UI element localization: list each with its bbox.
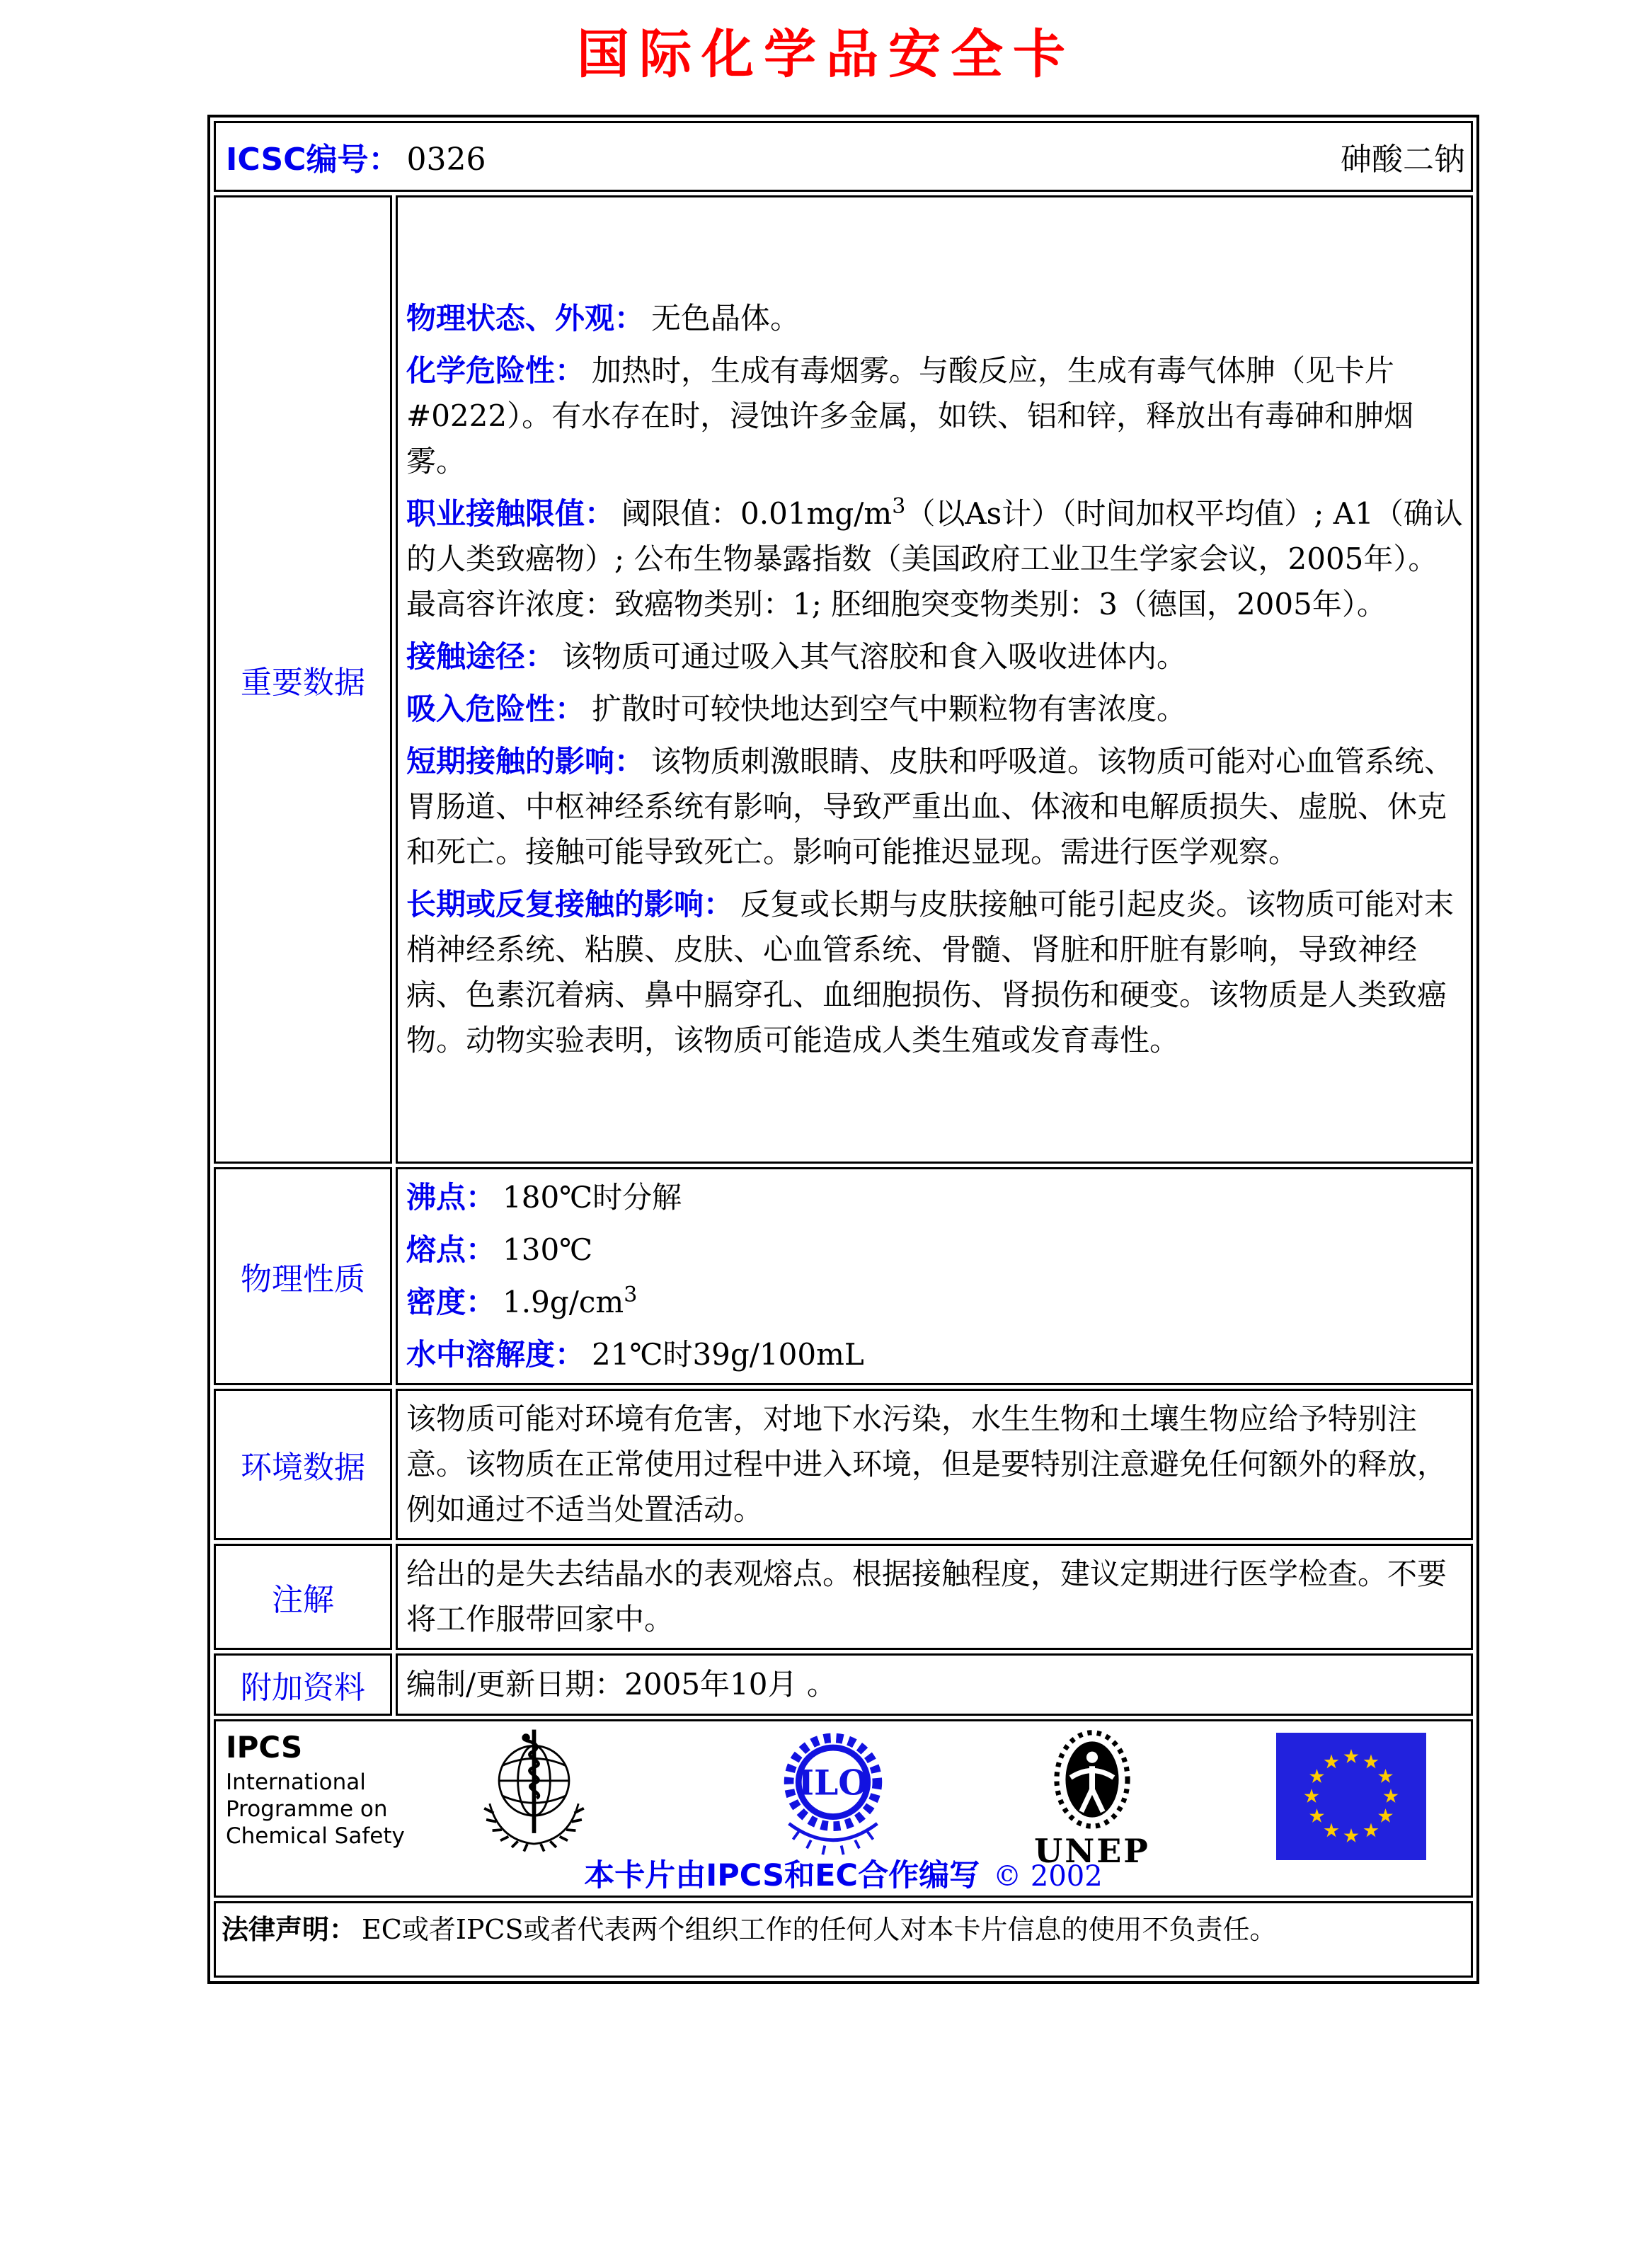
paragraph [406, 687, 1467, 732]
credit-text: 本卡片由IPCS和EC合作编写 [584, 1858, 980, 1893]
ipcs-subtitle-line: Chemical Safety [226, 1823, 405, 1849]
unep-label: UNEP [1034, 1832, 1150, 1870]
row-label: 注解 [214, 1544, 392, 1650]
ilo-logo-icon [762, 1721, 904, 1859]
row-content [396, 1544, 1473, 1650]
field-label: 职业接触限值： [406, 496, 615, 531]
header-cell [214, 121, 1473, 192]
paragraph [406, 1552, 1467, 1642]
field-label: 化学危险性： [406, 353, 585, 388]
paragraph [406, 1662, 1467, 1707]
row-content [396, 1167, 1473, 1385]
eu-flag-icon [1276, 1733, 1426, 1860]
table-row [214, 1653, 1473, 1716]
table-row [214, 195, 1473, 1164]
header-row [214, 121, 1473, 192]
table-row [214, 1389, 1473, 1540]
field-text: 该物质可通过吸入其气溶胶和食入吸收进体内。 [562, 639, 1187, 674]
field-text: 反复或长期与皮肤接触可能引起皮炎。该物质可能对末梢神经系统、粘膜、皮肤、心血管系统、骨髓、肾脏和肝脏有影响，导致神经病、色素沉着病、鼻中膈穿孔、血细胞损伤、肾损伤和硬变。该物质是人类致癌物。动物实验表明，该物质可能造成人类生殖或发育毒性。 [406, 887, 1455, 1057]
field-text: 无色晶体。 [651, 301, 801, 336]
field-label: 水中溶解度： [406, 1337, 585, 1372]
paragraph [406, 1397, 1467, 1532]
legal-label: 法律声明： [222, 1914, 357, 1945]
logos-cell [214, 1719, 1473, 1898]
svg-text:ILO: ILO [798, 1762, 868, 1804]
field-label: 物理状态、外观： [406, 301, 645, 336]
table-row [214, 1167, 1473, 1385]
field-label: 长期或反复接触的影响： [406, 887, 734, 922]
field-label: 沸点： [406, 1180, 496, 1215]
paragraph [406, 348, 1467, 484]
paragraph [406, 1332, 1467, 1377]
field-label: 短期接触的影响： [406, 744, 645, 779]
paragraph [406, 739, 1467, 875]
field-text: 该物质可能对环境有危害，对地下水污染，水生生物和土壤生物应给予特别注意。该物质在正常使用过程中进入环境，但是要特别注意避免任何额外的释放，例如通过不适当处置活动。 [406, 1401, 1447, 1527]
row-content [396, 1653, 1473, 1716]
paragraph [406, 1280, 1467, 1325]
icsc-table [207, 115, 1479, 1984]
field-text: 130℃ [503, 1232, 593, 1267]
field-text: 加热时，生成有毒烟雾。与酸反应，生成有毒气体胂（见卡片#0222）。有水存在时，浸蚀许多金属，如铁、铝和锌，释放出有毒砷和胂烟雾。 [406, 353, 1414, 478]
legal-text: EC或者IPCS或者代表两个组织工作的任何人对本卡片信息的使用不负责任。 [362, 1914, 1277, 1945]
ipcs-subtitle-line: Programme on [226, 1796, 388, 1822]
field-text: 给出的是失去结晶水的表观熔点。根据接触程度，建议定期进行医学检查。不要将工作服带回家中。 [406, 1556, 1447, 1636]
icsc-number-value: 0326 [406, 142, 486, 178]
paragraph [406, 634, 1467, 680]
ipcs-subtitle-line: International [226, 1770, 366, 1795]
field-text: 21℃时39g/100mL [592, 1337, 864, 1372]
page-title: 国际化学品安全卡 [577, 24, 1075, 85]
chemical-name: 砷酸二钠 [1341, 142, 1465, 178]
who-logo-icon [465, 1724, 603, 1859]
row-label: 重要数据 [214, 195, 392, 1164]
field-label: 接触途径： [406, 639, 556, 674]
field-text: 该物质刺激眼睛、皮肤和呼吸道。该物质可能对心血管系统、胃肠道、中枢神经系统有影响，导致严重出血、体液和电解质损失、虚脱、休克和死亡。接触可能导致死亡。影响可能推迟显现。需进行医学观察。 [406, 744, 1455, 869]
field-text: $1.9g/cm^3$ [503, 1283, 638, 1319]
field-text: 阈限值：$0.01mg/m^3$（以As计）（时间加权平均值）; A1（确认的人类致癌物）; 公布生物暴露指数（美国政府工业卫生学家会议，2005年）。最高容许浓度：致癌物类别：1; 胚细胞突变物类别：3（德国，2005年）。 [406, 494, 1463, 621]
paragraph [406, 882, 1467, 1063]
row-label: 附加资料 [214, 1653, 392, 1716]
paragraph [406, 491, 1467, 627]
legal-cell [214, 1901, 1473, 1978]
credit-line [216, 1852, 1471, 1895]
field-text: 扩散时可较快地达到空气中颗粒物有害浓度。 [592, 692, 1187, 726]
row-label: 物理性质 [214, 1167, 392, 1385]
table-row [214, 1544, 1473, 1650]
paragraph [406, 1227, 1467, 1273]
logos-row [214, 1719, 1473, 1898]
field-text: 180℃时分解 [503, 1180, 682, 1215]
ipcs-text-block [226, 1730, 405, 1850]
field-text: 编制/更新日期：2005年10月 。 [406, 1667, 837, 1702]
ipcs-title: IPCS [226, 1730, 303, 1765]
unep-logo-icon [1028, 1726, 1156, 1833]
copyright-text: © 2002 [993, 1860, 1103, 1893]
row-content [396, 1389, 1473, 1540]
legal-row [214, 1901, 1473, 1978]
icsc-number-label: ICSC编号： [226, 142, 400, 178]
row-content [396, 195, 1473, 1164]
field-label: 熔点： [406, 1232, 496, 1267]
field-label: 吸入危险性： [406, 692, 585, 726]
row-label: 环境数据 [214, 1389, 392, 1540]
unep-logo-block [1021, 1726, 1163, 1870]
paragraph [406, 296, 1467, 341]
paragraph [406, 1175, 1467, 1220]
field-label: 密度： [406, 1285, 496, 1319]
